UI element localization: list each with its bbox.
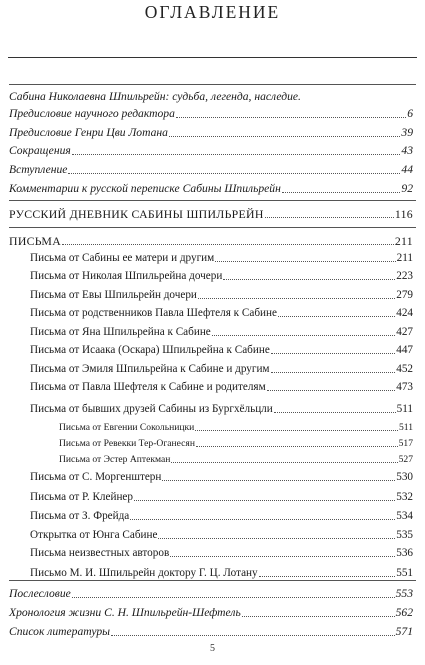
toc-entry bbox=[0, 378, 425, 396]
toc-entry bbox=[0, 468, 425, 486]
toc-entry-title: Письма от родственников Павла Шефтеля к Сабине bbox=[30, 307, 277, 319]
toc-entry-page: 452 bbox=[396, 363, 413, 375]
toc-entry bbox=[0, 400, 425, 418]
toc-entry bbox=[0, 488, 425, 506]
dot-leader bbox=[62, 232, 394, 245]
dot-leader bbox=[169, 124, 400, 137]
dot-leader bbox=[171, 452, 397, 463]
toc-entry bbox=[0, 323, 425, 341]
toc-entry-title: Письма от Евгении Сокольницки bbox=[59, 422, 195, 433]
toc-entry bbox=[0, 267, 425, 285]
section-divider bbox=[9, 580, 416, 581]
dot-leader bbox=[68, 161, 400, 174]
toc-entry-title: Письма от Сабины ее матери и другим bbox=[30, 252, 215, 264]
toc-entry-page: 211 bbox=[396, 252, 413, 264]
toc-entry bbox=[0, 420, 425, 436]
toc-entry bbox=[0, 161, 425, 179]
dot-leader bbox=[265, 205, 394, 218]
dot-leader bbox=[278, 304, 395, 317]
toc-entry-title: Послесловие bbox=[9, 587, 71, 600]
toc-entry bbox=[0, 249, 425, 267]
toc-entry-page: 511 bbox=[396, 403, 413, 415]
toc-entry bbox=[0, 436, 425, 452]
toc-entry-title: Письма от Эстер Аптекман bbox=[59, 454, 171, 465]
dot-leader bbox=[271, 341, 395, 354]
toc-entry bbox=[0, 205, 425, 223]
toc-entry-title: РУССКИЙ ДНЕВНИК САБИНЫ ШПИЛЬРЕЙН bbox=[9, 207, 264, 221]
section-divider bbox=[9, 200, 416, 201]
toc-entry-title: ПИСЬМА bbox=[9, 234, 62, 248]
toc-entry-title: Письма от Исаака (Оскара) Шпильрейна к Сабине bbox=[30, 344, 270, 356]
toc-entry bbox=[0, 180, 425, 198]
toc-entry-title: Предисловие Генри Цви Лотана bbox=[9, 126, 168, 139]
toc-entry bbox=[0, 88, 425, 106]
toc-entry-title: Письма от Павла Шефтеля к Сабине и родителям bbox=[30, 381, 266, 393]
toc-entry bbox=[0, 604, 425, 622]
dot-leader bbox=[198, 286, 395, 299]
toc-entry-page: 424 bbox=[396, 307, 413, 319]
toc-entry-page: 551 bbox=[396, 567, 413, 579]
toc-entry-title: Открытка от Юнга Сабине bbox=[30, 529, 158, 541]
toc-entry-title: Письмо М. И. Шпильрейн доктору Г. Ц. Лотану bbox=[30, 567, 258, 579]
toc-entry-title: Письма неизвестных авторов bbox=[30, 547, 170, 559]
toc-entry-page: 44 bbox=[401, 163, 413, 176]
toc-entry-page: 211 bbox=[394, 234, 413, 248]
toc-entry-title: Письма от Р. Клейнер bbox=[30, 491, 133, 503]
dot-leader bbox=[176, 105, 406, 118]
toc-entry-title: Письма от С. Моргенштерн bbox=[30, 471, 162, 483]
toc-entry bbox=[0, 360, 425, 378]
page-title: ОГЛАВЛЕНИЕ bbox=[144, 2, 281, 22]
dot-leader bbox=[223, 267, 395, 280]
toc-entry-title: Вступление bbox=[9, 163, 68, 176]
dot-leader bbox=[158, 526, 395, 539]
dot-leader bbox=[267, 378, 396, 391]
toc-entry bbox=[0, 544, 425, 562]
toc-entry bbox=[0, 105, 425, 123]
toc-entry-title: Предисловие научного редактора bbox=[9, 107, 175, 120]
toc-entry-title: Сабина Николаевна Шпильрейн: судьба, легенда, наследие. bbox=[9, 90, 301, 103]
toc-entry-page: 223 bbox=[396, 270, 413, 282]
toc-entry-title: Письма от Эмиля Шпильрейна к Сабине и другим bbox=[30, 363, 270, 375]
toc-entry bbox=[0, 526, 425, 544]
toc-entry-page: 517 bbox=[398, 438, 413, 449]
dot-leader bbox=[72, 142, 401, 155]
dot-leader bbox=[72, 585, 395, 598]
toc-entry-title: Письма от бывших друзей Сабины из Бургхёльцли bbox=[30, 403, 273, 415]
dot-leader bbox=[274, 400, 396, 413]
toc-entry bbox=[0, 341, 425, 359]
dot-leader bbox=[195, 420, 398, 431]
dot-leader bbox=[196, 436, 398, 447]
toc-entry-page: 92 bbox=[401, 182, 413, 195]
page-number: 5 bbox=[210, 643, 215, 654]
toc-entry-page: 116 bbox=[394, 207, 413, 221]
dot-leader bbox=[212, 323, 395, 336]
toc-entry bbox=[0, 232, 425, 250]
toc-entry-title: Письма от Евы Шпильрейн дочери bbox=[30, 289, 197, 301]
toc-entry-page: 562 bbox=[395, 606, 413, 619]
toc-entry-page: 532 bbox=[396, 491, 413, 503]
toc-entry-page: 571 bbox=[395, 625, 413, 638]
section-divider bbox=[9, 227, 416, 228]
dot-leader bbox=[242, 604, 395, 617]
toc-entry-title: Письма от З. Фрейда bbox=[30, 510, 130, 522]
dot-leader bbox=[302, 88, 412, 100]
toc-entry bbox=[0, 124, 425, 142]
toc-entry-page: 511 bbox=[398, 422, 413, 433]
dot-leader bbox=[282, 180, 401, 193]
dot-leader bbox=[271, 360, 396, 373]
toc-entry-title: Комментарии к русской переписке Сабины Шпильрейн bbox=[9, 182, 281, 195]
toc-entry bbox=[0, 585, 425, 603]
dot-leader bbox=[215, 249, 395, 262]
dot-leader bbox=[134, 488, 395, 501]
toc-entry bbox=[0, 142, 425, 160]
dot-leader bbox=[130, 507, 395, 520]
toc-entry-page: 279 bbox=[396, 289, 413, 301]
toc-entry-title: Сокращения bbox=[9, 144, 71, 157]
toc-entry-page: 534 bbox=[396, 510, 413, 522]
toc-entry-page: 527 bbox=[398, 454, 413, 465]
dot-leader bbox=[259, 564, 396, 577]
toc-entry-page: 553 bbox=[395, 587, 413, 600]
dot-leader bbox=[170, 544, 395, 557]
toc-entry-page: 473 bbox=[396, 381, 413, 393]
toc-entry-page: 536 bbox=[396, 547, 413, 559]
dot-leader bbox=[162, 468, 395, 481]
toc-entry-title: Письма от Яна Шпильрейна к Сабине bbox=[30, 326, 211, 338]
toc-entry-title: Список литературы bbox=[9, 625, 110, 638]
toc-entry bbox=[0, 304, 425, 322]
section-divider bbox=[9, 84, 416, 85]
toc-entry bbox=[0, 623, 425, 641]
toc-entry-page: 530 bbox=[396, 471, 413, 483]
toc-entry-page: 427 bbox=[396, 326, 413, 338]
toc-entry-title: Письма от Ревекки Тер-Оганесян bbox=[59, 438, 195, 449]
toc-entry bbox=[0, 452, 425, 468]
toc-entry-title: Хронология жизни С. Н. Шпильрейн-Шефтель bbox=[9, 606, 241, 619]
toc-entry-page: 39 bbox=[401, 126, 413, 139]
toc-entry bbox=[0, 507, 425, 525]
dot-leader bbox=[111, 623, 395, 636]
toc-entry bbox=[0, 286, 425, 304]
toc-entry-page: 6 bbox=[407, 107, 413, 120]
toc-entry-title: Письма от Николая Шпильрейна дочери bbox=[30, 270, 223, 282]
toc-entry-page: 43 bbox=[401, 144, 413, 157]
toc-entry-page: 535 bbox=[396, 529, 413, 541]
toc-entry-page: 447 bbox=[396, 344, 413, 356]
